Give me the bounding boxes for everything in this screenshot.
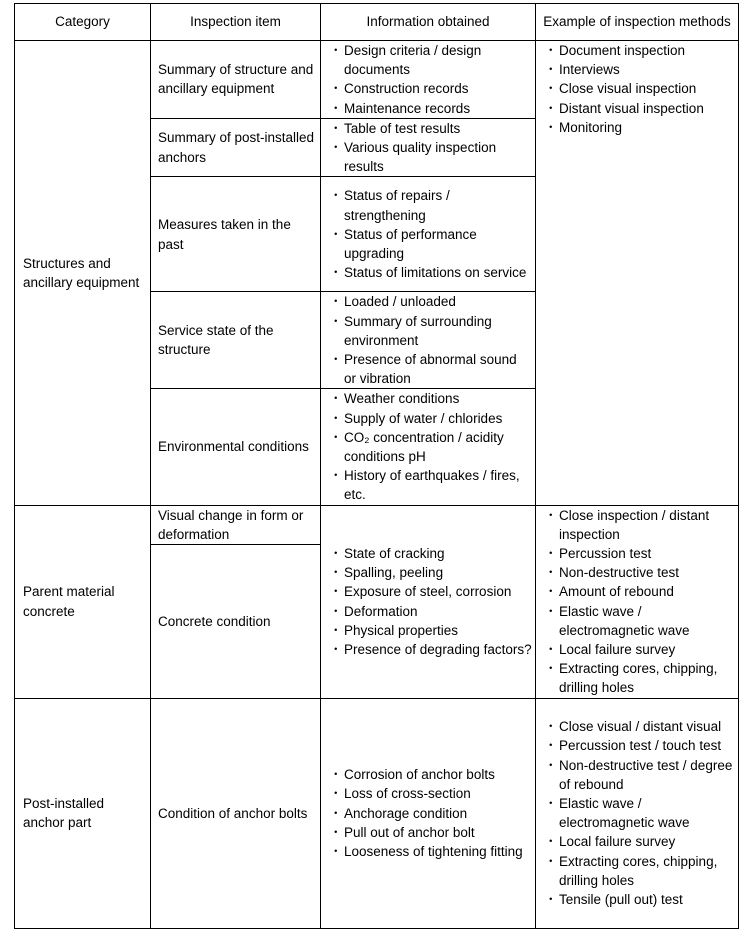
bullet-icon: ・	[329, 546, 343, 562]
info-cell	[321, 292, 536, 389]
category-cell: Post-installed anchor part	[15, 698, 151, 928]
list-item-text: History of earthquakes / fires, etc.	[344, 468, 520, 503]
info-list	[329, 765, 532, 861]
bullet-icon: ・	[329, 584, 343, 600]
list-item	[329, 823, 532, 842]
header-inspection-item: Inspection item	[151, 4, 321, 41]
list-item	[544, 60, 735, 79]
inspection-item-cell: Measures taken in the past	[151, 177, 321, 292]
bullet-icon: ・	[329, 642, 343, 658]
list-item-text: Non-destructive test	[559, 565, 680, 581]
info-cell	[321, 41, 536, 119]
list-item	[544, 99, 735, 118]
list-item	[329, 563, 532, 582]
list-item-text: Non-destructive test / degree of rebound	[559, 757, 733, 792]
bullet-icon: ・	[544, 795, 558, 811]
bullet-icon: ・	[329, 410, 343, 426]
list-item-text: Deformation	[344, 603, 418, 619]
list-item	[544, 736, 735, 755]
bullet-icon: ・	[329, 81, 343, 97]
bullet-icon: ・	[329, 565, 343, 581]
list-item	[544, 794, 735, 832]
list-item-text: Local failure survey	[559, 642, 676, 658]
list-item	[329, 41, 532, 79]
bullet-icon: ・	[544, 119, 558, 135]
list-item	[329, 138, 532, 176]
list-item	[544, 602, 735, 640]
info-list	[329, 292, 532, 388]
list-item-text: Extracting cores, chipping, drilling holes	[559, 661, 718, 696]
list-item	[544, 832, 735, 851]
list-item-text: Loaded / unloaded	[344, 294, 456, 310]
methods-list	[544, 506, 735, 698]
list-item-text: Distant visual inspection	[559, 100, 704, 116]
info-cell	[321, 698, 536, 928]
info-cell	[321, 505, 536, 698]
list-item-text: Spalling, peeling	[344, 565, 444, 581]
bullet-icon: ・	[544, 565, 558, 581]
list-item	[544, 79, 735, 98]
list-item	[329, 350, 532, 388]
bullet-icon: ・	[544, 603, 558, 619]
category-cell: Structures and ancillary equipment	[15, 41, 151, 506]
list-item	[329, 544, 532, 563]
list-item	[544, 41, 735, 60]
list-item-text: Amount of rebound	[559, 584, 674, 600]
list-item	[544, 717, 735, 736]
bullet-icon: ・	[544, 661, 558, 677]
methods-cell	[536, 698, 739, 928]
methods-cell	[536, 505, 739, 698]
list-item-text: CO₂ concentration / acidity conditions pH	[344, 429, 504, 465]
list-item	[544, 582, 735, 601]
bullet-icon: ・	[544, 62, 558, 78]
bullet-icon: ・	[544, 642, 558, 658]
inspection-item-cell: Service state of the structure	[151, 292, 321, 389]
bullet-icon: ・	[329, 265, 343, 281]
list-item-text: Percussion test	[559, 546, 652, 562]
list-item-text: Local failure survey	[559, 834, 676, 850]
list-item	[329, 99, 532, 118]
bullet-icon: ・	[329, 140, 343, 156]
list-item-text: Extracting cores, chipping, drilling holes	[559, 853, 718, 888]
bullet-icon: ・	[329, 429, 343, 445]
list-item-text: Close visual inspection	[559, 81, 697, 97]
list-item	[544, 659, 735, 697]
list-item	[544, 756, 735, 794]
list-item	[329, 79, 532, 98]
bullet-icon: ・	[329, 767, 343, 783]
info-list	[329, 544, 532, 659]
bullet-icon: ・	[329, 468, 343, 484]
info-list	[329, 41, 532, 118]
inspection-item-cell: Environmental conditions	[151, 389, 321, 505]
header-inspection-methods: Example of inspection methods	[536, 4, 739, 41]
inspection-table	[14, 3, 739, 929]
bullet-icon: ・	[544, 584, 558, 600]
list-item-text: Physical properties	[344, 622, 459, 638]
inspection-item-cell: Summary of post-installed anchors	[151, 118, 321, 177]
category-cell: Parent material concrete	[15, 505, 151, 698]
bullet-icon: ・	[329, 805, 343, 821]
bullet-icon: ・	[329, 226, 343, 242]
list-item	[329, 225, 532, 263]
info-cell	[321, 177, 536, 292]
inspection-item-cell: Condition of anchor bolts	[151, 698, 321, 928]
list-item	[329, 602, 532, 621]
bullet-icon: ・	[544, 43, 558, 58]
list-item	[544, 852, 735, 890]
bullet-icon: ・	[329, 120, 343, 136]
list-item-text: Looseness of tightening fitting	[344, 843, 523, 859]
list-item-text: Elastic wave / electromagnetic wave	[559, 603, 690, 638]
bullet-icon: ・	[544, 757, 558, 773]
list-item-text: Corrosion of anchor bolts	[344, 767, 495, 783]
list-item	[329, 409, 532, 428]
bullet-icon: ・	[544, 719, 558, 735]
bullet-icon: ・	[544, 81, 558, 97]
list-item-text: Interviews	[559, 62, 620, 78]
list-item-text: Pull out of anchor bolt	[344, 824, 475, 840]
bullet-icon: ・	[544, 834, 558, 850]
methods-list	[544, 41, 735, 137]
list-item-text: Maintenance records	[344, 100, 471, 116]
list-item	[544, 640, 735, 659]
list-item-text: Percussion test / touch test	[559, 738, 722, 754]
bullet-icon: ・	[329, 843, 343, 859]
list-item	[329, 119, 532, 138]
info-cell	[321, 389, 536, 505]
list-item	[329, 389, 532, 408]
list-item-text: Summary of surrounding environment	[344, 313, 492, 348]
list-item	[329, 582, 532, 601]
list-item-text: Elastic wave / electromagnetic wave	[559, 795, 690, 831]
bullet-icon: ・	[544, 546, 558, 562]
bullet-icon: ・	[329, 188, 343, 204]
bullet-icon: ・	[544, 853, 558, 869]
inspection-item-cell: Visual change in form or deformation	[151, 505, 321, 545]
list-item-text: Status of limitations on service	[344, 265, 527, 281]
list-item-text: Construction records	[344, 81, 469, 97]
inspection-item-cell: Concrete condition	[151, 545, 321, 699]
header-category: Category	[15, 4, 151, 41]
bullet-icon: ・	[329, 391, 343, 407]
list-item-text: Status of repairs / strengthening	[344, 188, 450, 223]
table-row	[15, 505, 739, 545]
methods-list	[544, 717, 735, 909]
table-row	[15, 698, 739, 928]
list-item-text: Close visual / distant visual	[559, 719, 722, 735]
list-item	[544, 890, 735, 909]
bullet-icon: ・	[329, 824, 343, 840]
list-item	[329, 263, 532, 282]
bullet-icon: ・	[329, 603, 343, 619]
list-item	[329, 292, 532, 311]
list-item	[544, 506, 735, 544]
bullet-icon: ・	[329, 313, 343, 329]
list-item	[329, 842, 532, 861]
header-information-obtained: Information obtained	[321, 4, 536, 41]
bullet-icon: ・	[544, 507, 558, 523]
list-item-text: Table of test results	[344, 120, 461, 136]
bullet-icon: ・	[544, 892, 558, 907]
bullet-icon: ・	[329, 352, 343, 368]
info-list	[329, 119, 532, 177]
list-item-text: Weather conditions	[344, 391, 460, 407]
list-item-text: Supply of water / chlorides	[344, 410, 503, 426]
info-list	[329, 389, 532, 504]
list-item-text: Various quality inspection results	[344, 140, 497, 175]
list-item-text: Anchorage condition	[344, 805, 468, 821]
list-item	[329, 804, 532, 823]
list-item-text: Close inspection / distant inspection	[559, 507, 710, 542]
header-row	[15, 4, 739, 41]
info-cell	[321, 118, 536, 177]
list-item	[544, 544, 735, 563]
bullet-icon: ・	[544, 738, 558, 754]
bullet-icon: ・	[544, 100, 558, 116]
bullet-icon: ・	[329, 43, 343, 58]
bullet-icon: ・	[329, 786, 343, 802]
list-item	[544, 563, 735, 582]
list-item-text: Exposure of steel, corrosion	[344, 584, 512, 600]
methods-cell	[536, 41, 739, 506]
list-item	[329, 784, 532, 803]
list-item	[329, 621, 532, 640]
list-item-text: Loss of cross-section	[344, 786, 471, 802]
list-item	[329, 765, 532, 784]
inspection-item-cell: Summary of structure and ancillary equipment	[151, 41, 321, 119]
list-item-text: Design criteria / design documents	[344, 43, 482, 78]
bullet-icon: ・	[329, 100, 343, 116]
list-item-text: Document inspection	[559, 43, 686, 58]
list-item-text: Presence of degrading factors?	[344, 642, 532, 658]
list-item-text: Monitoring	[559, 119, 623, 135]
list-item-text: Status of performance upgrading	[344, 226, 477, 262]
list-item	[329, 640, 532, 659]
table-row	[15, 41, 739, 119]
list-item	[329, 428, 532, 466]
list-item	[329, 186, 532, 224]
list-item-text: Tensile (pull out) test	[559, 892, 683, 907]
bullet-icon: ・	[329, 622, 343, 638]
list-item	[544, 118, 735, 137]
list-item-text: State of cracking	[344, 546, 445, 562]
list-item-text: Presence of abnormal sound or vibration	[344, 352, 517, 387]
list-item	[329, 466, 532, 504]
bullet-icon: ・	[329, 294, 343, 310]
list-item	[329, 312, 532, 350]
info-list	[329, 186, 532, 282]
